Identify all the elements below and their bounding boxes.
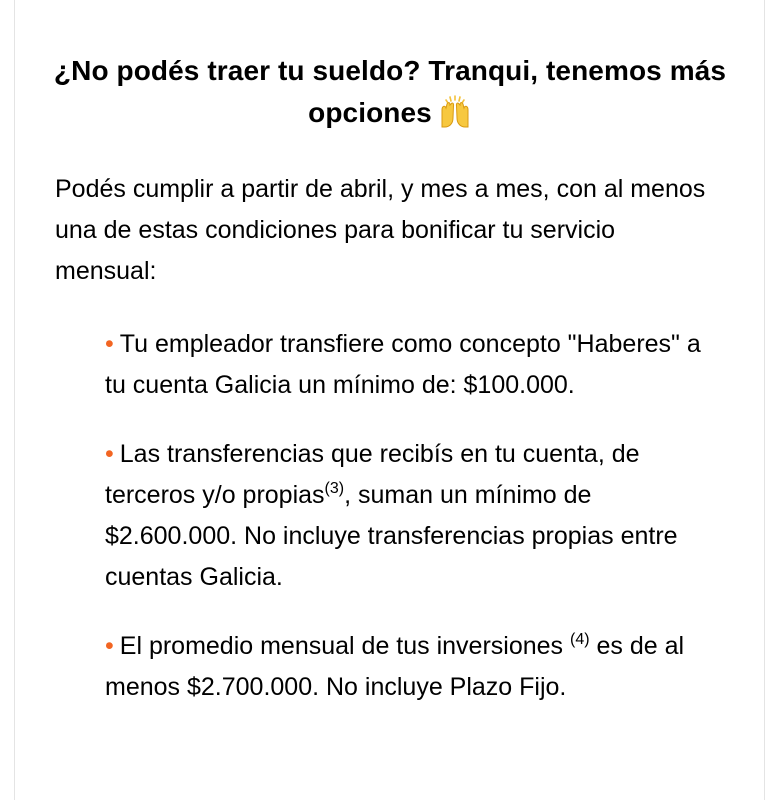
conditions-list [105,324,705,736]
condition-item-salary [105,324,705,406]
bullet-dot-icon: • [105,632,114,660]
email-content-card [14,0,765,800]
bullet-dot-icon: • [105,330,114,358]
raising-hands-emoji-icon [438,95,472,129]
bullet-dot-icon: • [105,440,114,468]
intro-paragraph: Podés cumplir a partir de abril, y mes a mes, con al menos una de estas condiciones para bonificar tu servicio mensual: [55,175,706,285]
condition-text-cont: es de al menos $2.700.000. No incluye Plazo Fijo. [105,632,685,701]
footnote-ref: (3) [324,480,345,497]
condition-item-transfers [105,434,705,598]
section-heading [45,50,735,134]
condition-text: Las transferencias que recibís en tu cuenta, de terceros y/o propias [105,440,640,509]
condition-item-investments [105,626,705,708]
condition-text-cont: , suman un mínimo de $2.600.000. No incluye transferencias propias entre cuentas Galicia. [105,481,678,591]
condition-text: El promedio mensual de tus inversiones [119,632,570,660]
condition-text: Tu empleador transfiere como concepto "Haberes" a tu cuenta Galicia un mínimo de: $100.000. [105,330,701,399]
footnote-ref: (4) [570,631,590,648]
heading-text: ¿No podés traer tu sueldo? Tranqui, tenemos más opciones [53,55,727,128]
